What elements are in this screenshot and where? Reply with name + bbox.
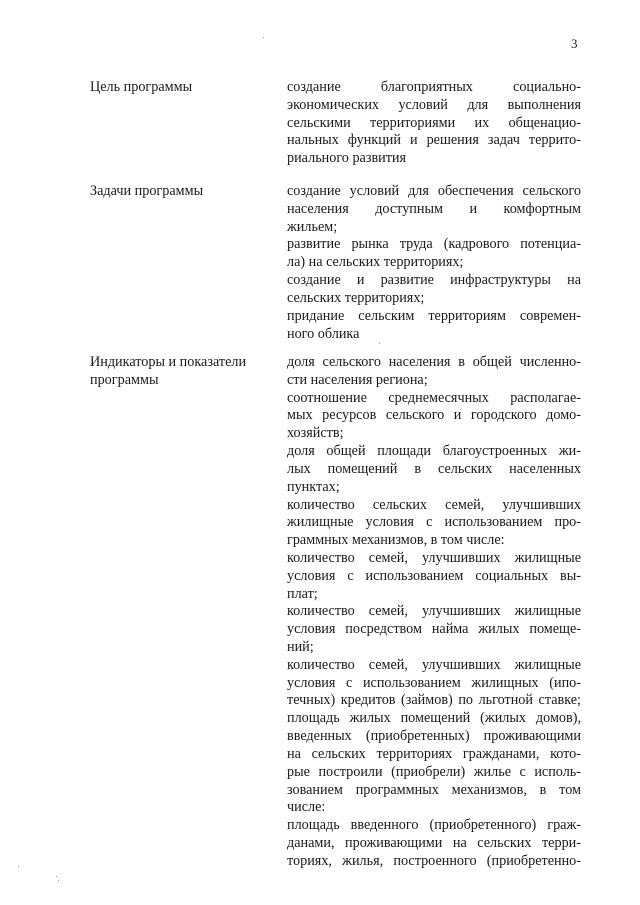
section-goal-label bbox=[90, 79, 270, 97]
label-line: Цель программы bbox=[90, 79, 193, 95]
content-line: нальных функций и решения задач террито- bbox=[287, 132, 581, 149]
content-line: сельских территориях; bbox=[287, 289, 425, 306]
content-line: количество семей, улучшивших жилищные bbox=[287, 656, 581, 673]
content-line: граммных механизмов, в том числе: bbox=[287, 532, 505, 549]
content-line: создание благоприятных социально- bbox=[287, 79, 581, 95]
content-line: ториях, жилья, построенного (приобретенно- bbox=[287, 852, 581, 869]
scan-speck bbox=[379, 343, 380, 344]
content-line: условия с использованием жилищных (ипо- bbox=[287, 674, 581, 691]
content-line: условия посредством найма жилых помеще- bbox=[287, 621, 581, 638]
content-line: мых ресурсов сельского и городского домо- bbox=[287, 407, 581, 424]
label-line: программы bbox=[90, 371, 159, 388]
content-line: придание сельским территориям современ- bbox=[287, 307, 581, 324]
content-line: плат; bbox=[287, 585, 318, 602]
label-line: Индикаторы и показатели bbox=[90, 354, 247, 370]
content-line: течных) кредитов (займов) по льготной ставке; bbox=[287, 692, 581, 709]
label-line: Задачи программы bbox=[90, 183, 204, 199]
content-line: развитие рынка труда (кадрового потенциа- bbox=[287, 236, 581, 253]
content-line: пунктах; bbox=[287, 478, 340, 495]
content-line: ла) на сельских территориях; bbox=[287, 254, 464, 271]
content-line: ного облика bbox=[287, 325, 360, 342]
scan-speck bbox=[18, 866, 19, 867]
content-line: доля общей площади благоустроенных жи- bbox=[287, 443, 581, 460]
content-line: соотношение среднемесячных располагае- bbox=[287, 389, 581, 406]
content-line: создание условий для обеспечения сельского bbox=[287, 183, 581, 199]
section-goal-content bbox=[287, 79, 581, 168]
content-line: жилищные условия с использованием про- bbox=[287, 514, 581, 531]
content-line: жильем; bbox=[287, 218, 338, 235]
content-line: рые построили (приобрели) жилье с исполь- bbox=[287, 763, 581, 780]
content-line: экономических условий для выполнения bbox=[287, 96, 581, 113]
content-line: количество семей, улучшивших жилищные bbox=[287, 603, 581, 620]
content-line: риального развития bbox=[287, 150, 407, 167]
scan-speck bbox=[58, 880, 59, 881]
content-line: на сельских территориях гражданами, кото- bbox=[287, 745, 581, 762]
content-line: ний; bbox=[287, 639, 314, 655]
content-line: зованием программных механизмов, в том bbox=[287, 781, 581, 798]
content-line: доля сельского населения в общей численно- bbox=[287, 354, 581, 370]
content-line: лых помещений в сельских населенных bbox=[287, 460, 581, 477]
content-line: сельскими территориями их общенацио- bbox=[287, 114, 581, 131]
section-indicators-label bbox=[90, 354, 270, 390]
content-line: сти населения региона; bbox=[287, 371, 428, 388]
content-line: площадь жилых помещений (жилых домов), bbox=[287, 710, 581, 727]
content-line: создание и развитие инфраструктуры на bbox=[287, 272, 581, 289]
content-line: количество семей, улучшивших жилищные bbox=[287, 549, 581, 566]
page-number: 3 bbox=[571, 36, 578, 51]
section-tasks-label bbox=[90, 183, 270, 201]
content-line: условия с использованием социальных вы- bbox=[287, 567, 581, 584]
section-indicators-content bbox=[287, 354, 581, 871]
content-line: площадь введенного (приобретенного) граж- bbox=[287, 817, 581, 834]
content-line: населения доступным и комфортным bbox=[287, 200, 581, 217]
content-line: количество сельских семей, улучшивших bbox=[287, 496, 581, 513]
content-line: хозяйств; bbox=[287, 425, 344, 442]
scan-speck bbox=[263, 37, 264, 38]
section-tasks-content bbox=[287, 183, 581, 343]
content-line: данами, проживающими на сельских терри- bbox=[287, 834, 581, 851]
content-line: введенных (приобретенных) проживающими bbox=[287, 728, 581, 745]
scan-speck bbox=[56, 876, 57, 877]
content-line: числе: bbox=[287, 799, 326, 816]
